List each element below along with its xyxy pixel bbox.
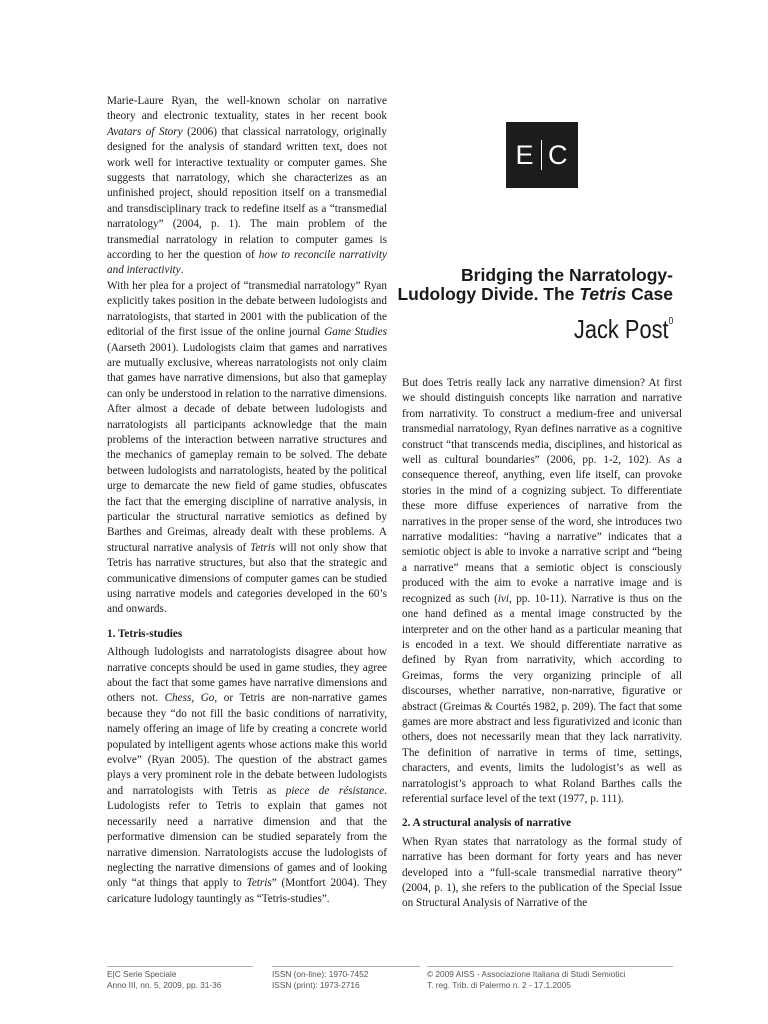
text-run: , pp. 10-11). Narrative is thus on the one hand defined as a mental image constructed by the interpreter and on the other hand as a particular meaning that is encoded in a text. We should differentiate narrative as defined by Ryan from narrativity, which according to Greimas, forms the very organizing principle of all discourses, whether narrative, non-narrative, figurative or abstract (Greimas & Courtés 1982, p. 209). The fact that some games are more abstract and less figurativized and iconic than others, does not necessarily mean that they lack narrativity. The definition of narrative in terms of time, settings, characters, and events, limits the ludologist’s as well as narratologist’s approach to what Roland Barthes calls the referential surface level of the text (1977, p. 111).: [402, 592, 682, 805]
text-run: But does Tetris really lack any narrative dimension? At first we should distinguish concepts like narration and narrative from narrativity. To construct a medium-free and universal transmedial narratology, Ryan defines narrative as a cognitive construct “that transcends media, disciplines, and historical as well as cultural boundaries” (2006, pp. 1-2, 102). As a consequence thereof, anything, even life itself, can provoke stories in the mind of a cognizing subject. To differentiate these more diffuse experiences of narrative from the narratives in the proper sense of the word, she introduces two narrative modalities: “having a narrative” indicates that a semiotic object is able to invoke a narrative script and “being a narrative” means that a semiotic object is consciously produced with the aim to evoke a narrative image and is recognized as such (: [402, 377, 682, 605]
title-emphasis: Tetris: [579, 284, 627, 304]
text-run: .: [180, 264, 184, 277]
text-run: will not only show that Tetris has narrative structures, but also that the strategic and communicative dimensions of computer games can be studied using narrative models and categories developed in the 60’s and onwards.: [107, 541, 387, 616]
text-run: . Ludologists refer to Tetris to explain that games not necessarily need a narrative dimension and that the performative dimension can be studied separately from the narrative dimension. Narratologists accuse the ludologists of neglecting the narrative dimensions of games and of looking only “at things that apply to: [107, 784, 387, 890]
footer-journal-info: [107, 966, 253, 990]
text-run: With her plea for a project of “transmedial narratology” Ryan explicitly takes position in the debate between ludologists and narratologists, that started in 2001 with the publication of the editorial of the first issue of the online journal: [107, 279, 387, 339]
journal-logo: [506, 122, 578, 188]
text-run: ” (Montfort 2004). They caricature ludology tauntingly as “Tetris-studies”.: [107, 877, 387, 905]
paragraph-3: [107, 645, 387, 907]
text-run: , or Tetris are non-narrative games because they “do not fill the basic conditions of narrativity, namely offering an image of life by creating a concrete world populated by intelligent agents whose actions make this world evolve” (Ryan 2005). The question of the abstract games plays a very prominent role in the debate between ludologists and narratologists with Tetris as: [107, 692, 387, 797]
section-heading-1: 1. Tetris-studies: [107, 627, 183, 640]
footer-copyright: [427, 966, 673, 990]
paragraph-2: [107, 279, 387, 618]
title-line-2-start: Ludology Divide. The: [397, 284, 580, 304]
game-title: Tetris: [250, 541, 276, 554]
left-column: [107, 94, 387, 907]
footer-registration: T. reg. Trib. di Palermo n. 2 - 17.1.2005: [427, 979, 571, 990]
text-run: (Aarseth 2001). Ludologists claim that games and narratives are mutually exclusive, whereas narratologists not only claim that games have narrative dimensions, but also that gameplay can only be understood in relation to the narrative dimensions. After almost a decade of debate between ludologists and narratologists all participants acknowledge that the main problems of the interaction between narrative structures and the mechanics of gameplay remain to be solved. The debate between ludologists and narratologists, heated by the political urge to demarcate the new field of game studies, obfuscates the fact that the emerging discipline of narrative analysis, in particular the structural narrative semiotics as defined by Barthes and Greimas, already dealt with these problems. A structural narrative analysis of: [107, 341, 387, 554]
paragraph-4: [402, 376, 682, 807]
logo-divider: [541, 140, 543, 170]
text-run: ,: [191, 692, 201, 705]
footer-series: E|C Serie Speciale: [107, 969, 177, 979]
game-title: Chess: [164, 692, 192, 705]
title-line-1: Bridging the Narratology-: [461, 265, 673, 285]
footer-issn-online: ISSN (on-line): 1970-7452: [272, 969, 369, 979]
text-run: (2006) that classical narratology, originally designed for the analysis of standard written text, does not work well for interactive textuality or computer games. She suggests that narratology, which she characterizes as an unfinished project, should reposition itself on a transmedial and transdisciplinary track to redefine itself as a “transmedial narratology” (2004, p. 1). The main problem of the transmedial narratology in relation to computer games is according to her the question of: [107, 125, 387, 262]
author-text: Jack Post: [573, 314, 669, 344]
emphasis: piece de résistance: [285, 784, 385, 797]
paragraph-5: When Ryan states that narratology as the formal study of narrative has been dormant for forty years and has never developed into a “full-scale transmedial narrative theory” (2004, p. 1), she refers to the publication of the Special Issue on Structural Analysis of Narrative of the: [402, 835, 682, 910]
footer-issue: Anno III, nn. 5, 2009, pp. 31-36: [107, 979, 222, 990]
text-run: Marie-Laure Ryan, the well-known scholar on narrative theory and electronic textuality, states in her recent book: [107, 95, 387, 123]
title-line-2: [353, 285, 673, 304]
paragraph-1: [107, 94, 387, 279]
right-column: [402, 376, 682, 912]
footer-copyright-line: © 2009 AISS - Associazione Italiana di Studi Semiotici: [427, 969, 626, 979]
book-title: Avatars of Story: [107, 125, 183, 138]
citation-ivi: ivi: [497, 592, 510, 605]
footer-issn: [272, 966, 420, 990]
game-title: Go: [200, 692, 215, 705]
journal-title: Game Studies: [324, 326, 387, 339]
emphasis: how to reconcile narrativity and interactivity: [107, 249, 387, 277]
logo-letter-e: E: [515, 139, 535, 170]
text-run: Although ludologists and narratologists disagree about how narrative concepts should be used in game studies, they agree about the fact that some games have narrative dimensions and others not.: [107, 646, 387, 705]
logo-letter-c: C: [548, 139, 569, 170]
article-title: [353, 266, 673, 304]
game-title: Tetris: [246, 877, 272, 890]
author-footnote-mark: 0: [668, 316, 673, 327]
footer-issn-print: ISSN (print): 1973-2716: [272, 979, 360, 990]
author-name: [574, 314, 673, 345]
section-heading-2: 2. A structural analysis of narrative: [402, 817, 572, 830]
title-line-2-end: Case: [626, 284, 673, 304]
